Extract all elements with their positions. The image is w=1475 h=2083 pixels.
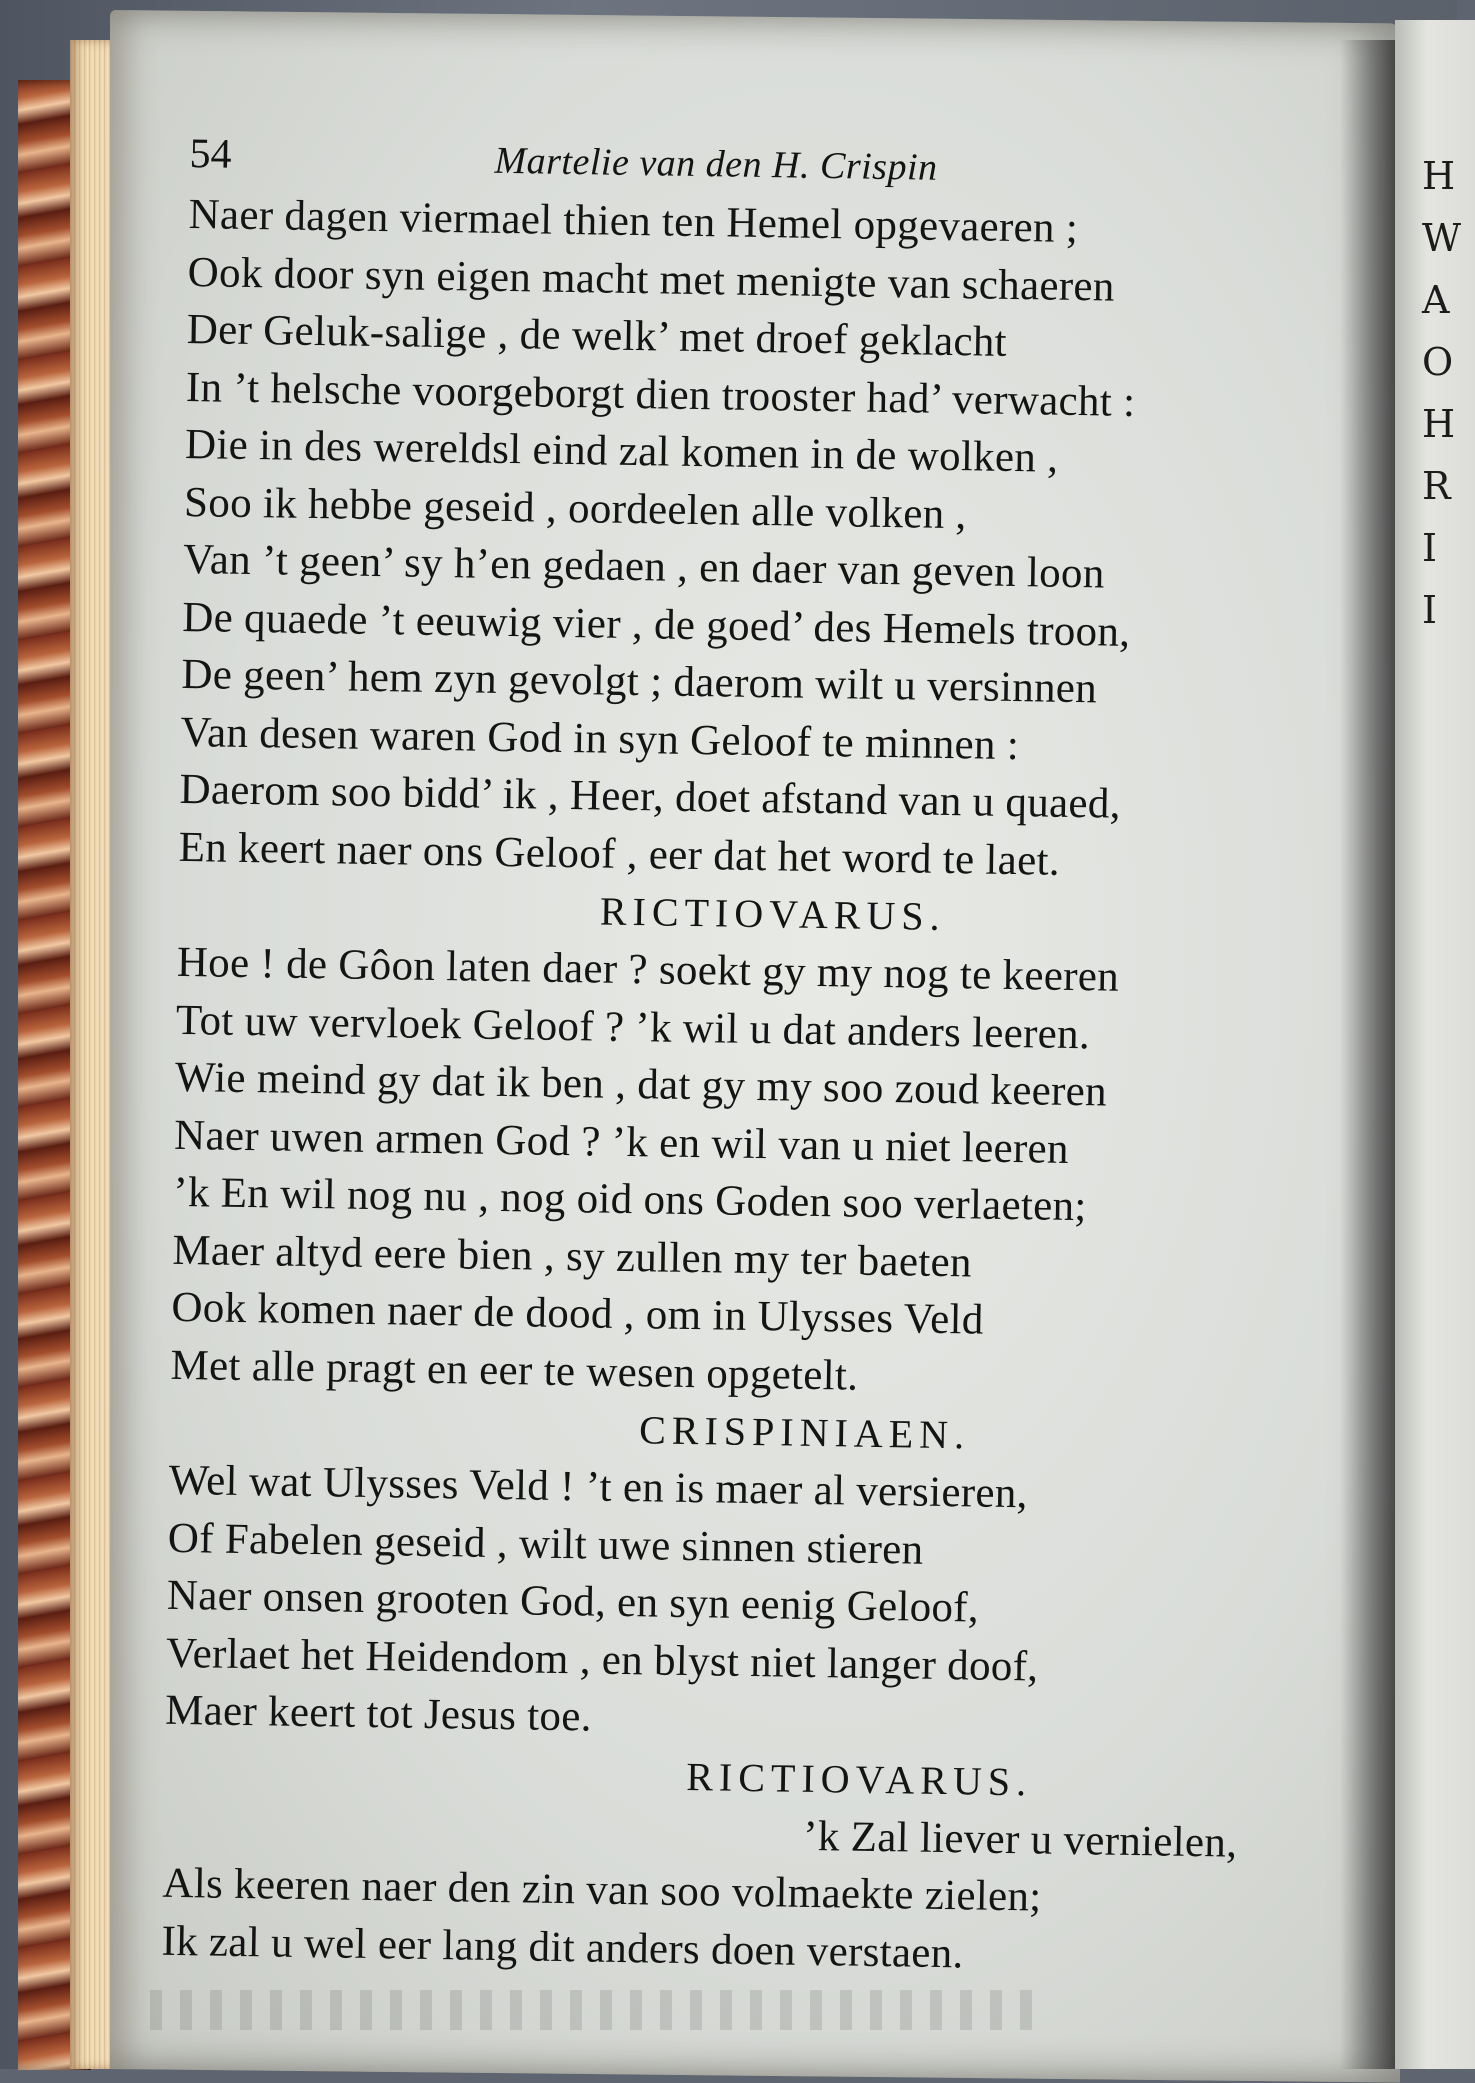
verse-line: Der Geluk-salige , de welk’ met droef geklacht [186, 305, 1008, 366]
verse-line: Wie meind gy dat ik ben , dat gy my soo zoud keeren [174, 1053, 1108, 1116]
verse-line: En keert naer ons Geloof , eer dat het word te laet. [178, 823, 1061, 885]
verse-line: ’k En wil nog nu , nog oid ons Goden soo verlaeten; [172, 1168, 1087, 1231]
verse-line: Die in des wereldsl eind zal komen in de wolken , [184, 420, 1059, 482]
facing-letter: H [1422, 154, 1456, 198]
verse-line: Hoe ! de Gôon laten daer ? soekt gy my nog te keeren [176, 938, 1120, 1001]
verse-line: Naer onsen grooten God, en syn eenig Geloof, [166, 1571, 980, 1632]
running-head: Martelie van den H. Crispin [494, 139, 938, 189]
verse-line: De quaede ’t eeuwig vier , de goed’ des Hemels troon, [181, 593, 1131, 656]
verse-line: Ook komen naer de dood , om in Ulysses Veld [171, 1283, 985, 1344]
verse-line: Wel wat Ulysses Veld ! ’t en is maer al versieren, [168, 1456, 1029, 1518]
verse-block [178, 186, 1339, 894]
bleed-through-smudge [150, 1990, 1050, 2030]
facing-letter: R [1422, 464, 1451, 508]
verse-line: Soo ik hebbe geseid , oordeelen alle volken , [183, 478, 967, 538]
facing-letter: W [1422, 216, 1462, 260]
facing-letter: I [1422, 588, 1438, 632]
facing-page-letters [1422, 145, 1462, 641]
verse-line: Van ’t geen’ sy h’en gedaen , en daer van geven loon [182, 535, 1105, 598]
verse-line: Met alle pragt en eer te wesen opgetelt. [170, 1341, 859, 1400]
speaker-heading: CRISPINIAEN. [638, 1407, 971, 1458]
verse-line: Tot uw vervloek Geloof ? ’k wil u dat anders leeren. [175, 996, 1091, 1058]
verse-block [170, 934, 1327, 1412]
verse-line: ’k Zal liever u vernielen, [802, 1812, 1238, 1867]
facing-letter: A [1422, 278, 1450, 322]
verse-line: Ik zal u wel eer lang dit anders doen verstaen. [161, 1917, 964, 1977]
verse-line: In ’t helsche voorgeborgt dien trooster had’ verwacht : [185, 363, 1136, 426]
verse-line: Of Fabelen geseid , wilt uwe sinnen stieren [167, 1514, 924, 1574]
verse-line: Maer keert tot Jesus toe. [164, 1686, 593, 1741]
page-text-block [161, 130, 1340, 1988]
page-gutter-shadow [1340, 40, 1400, 2069]
speaker-heading: RICTIOVARUS. [599, 888, 946, 939]
verse-line: De geen’ hem zyn gevolgt ; daerom wilt u versinnen [181, 650, 1098, 713]
facing-letter: O [1422, 340, 1454, 384]
verse-line: Als keeren naer den zin van soo volmaekte zielen; [162, 1859, 1042, 1921]
verse-line: Daerom soo bidd’ ik , Heer, doet afstand van u quaed, [179, 765, 1122, 828]
facing-letter: I [1422, 526, 1438, 570]
verse-line: Van desen waren God in syn Geloof te minnen : [180, 708, 1020, 769]
verse-line: Verlaet het Heidendom , en blyst niet langer doof, [165, 1629, 1039, 1691]
verse-block [161, 1797, 1314, 1988]
page-number: 54 [189, 130, 232, 178]
verse-line: Naer dagen viermael thien ten Hemel opgevaeren ; [188, 190, 1079, 252]
verse-line: Naer uwen armen God ? ’k en wil van u niet leeren [173, 1111, 1070, 1173]
verse-block [165, 1452, 1319, 1758]
verse-line: Ook door syn eigen macht met menigte van schaeren [187, 248, 1115, 311]
facing-letter: H [1422, 402, 1456, 446]
verse-line: Maer altyd eere bien , sy zullen my ter baeten [172, 1226, 973, 1286]
speaker-heading: RICTIOVARUS. [685, 1753, 1033, 1804]
